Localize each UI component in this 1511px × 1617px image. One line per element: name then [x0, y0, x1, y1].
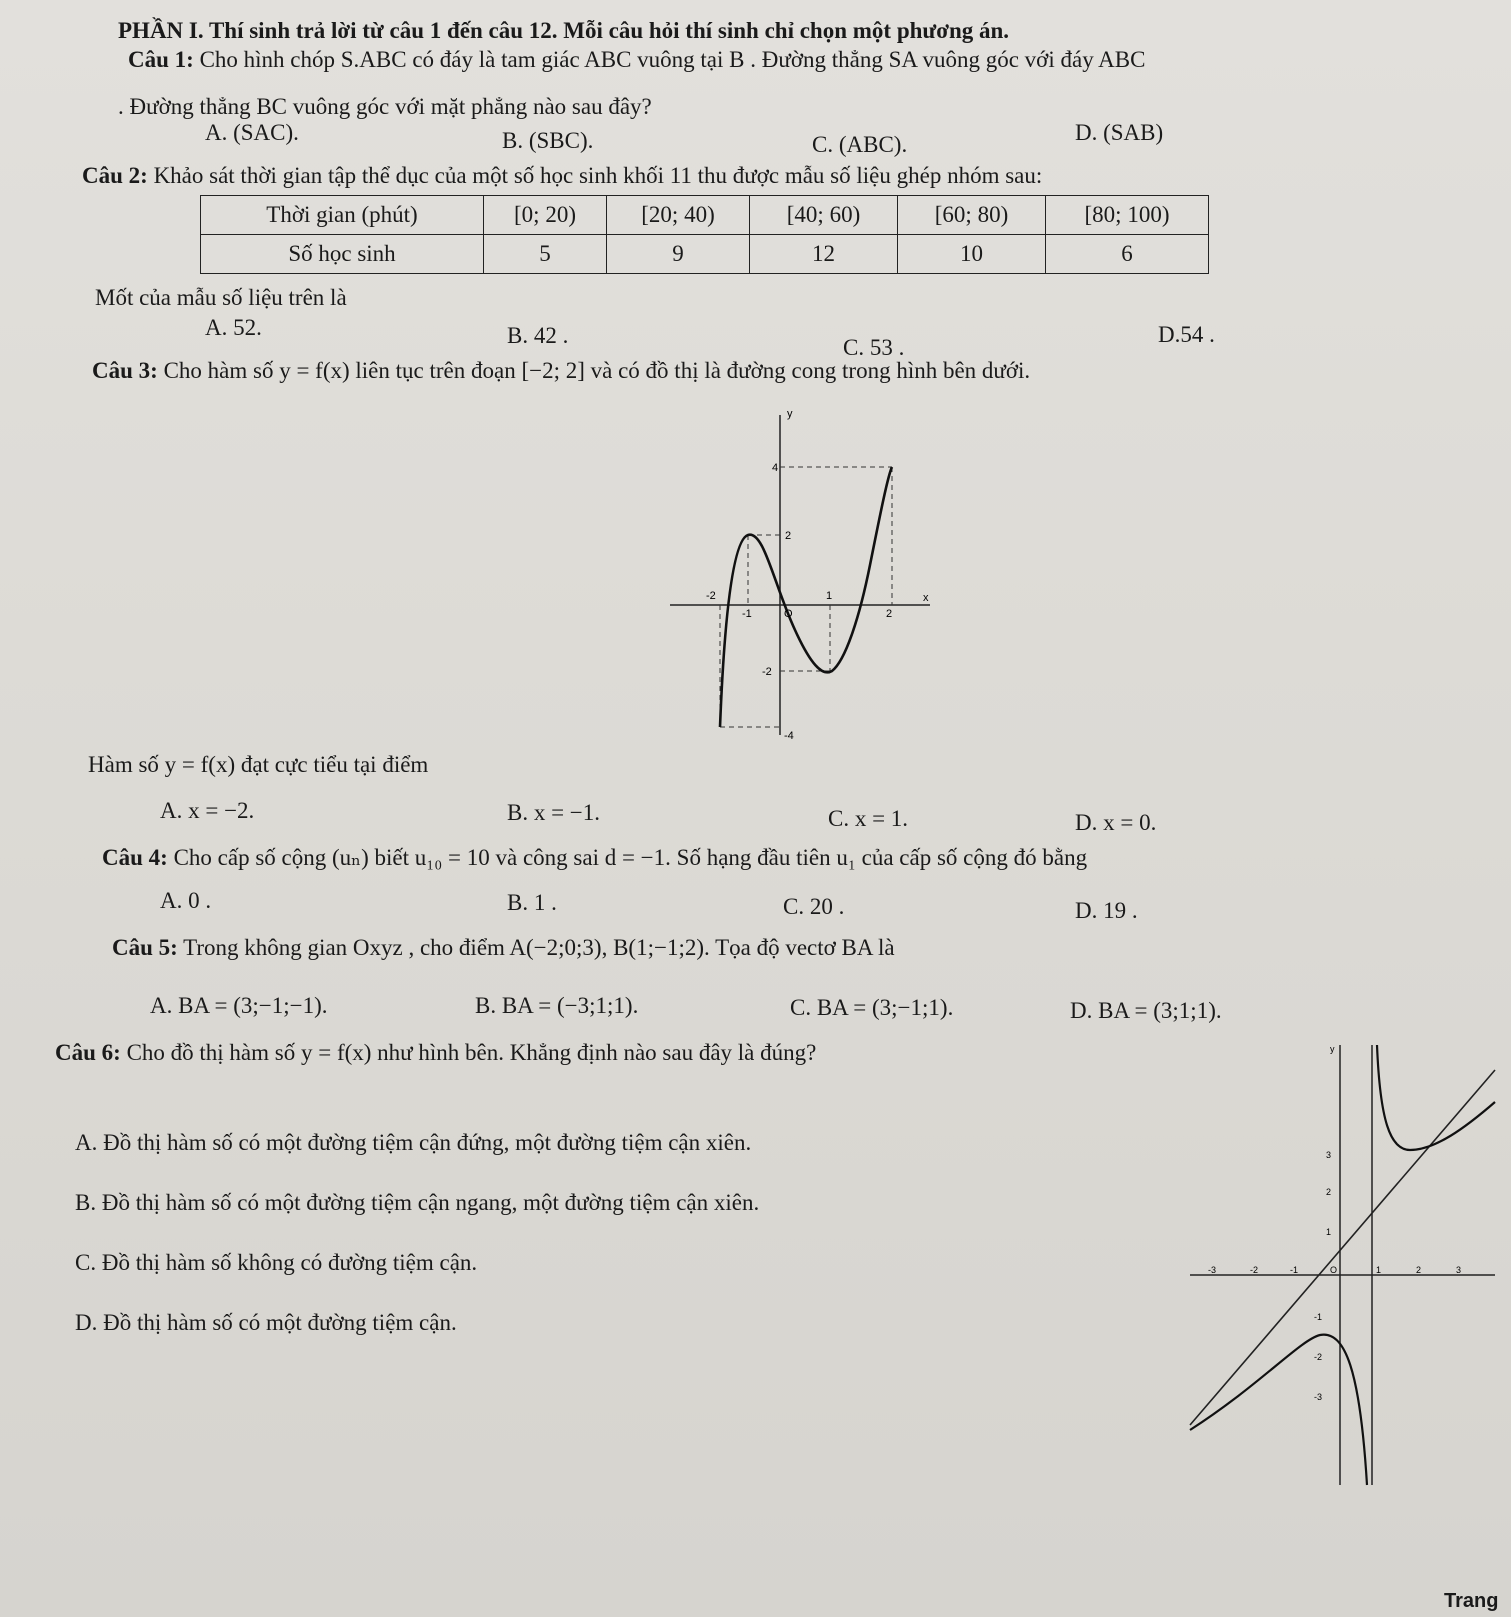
tick-label: -2 [1314, 1352, 1323, 1362]
q6-graph [1180, 1040, 1500, 1490]
q4-option-b: B. 1 . [507, 890, 557, 915]
frequency-table [200, 195, 1209, 274]
page-footer: Trang [1444, 1590, 1499, 1612]
tick-label: 2 [1416, 1265, 1422, 1275]
tick-label: -2 [762, 666, 772, 678]
table-cell: [60; 80) [898, 196, 1046, 235]
y-label: y [787, 408, 793, 420]
q5-option-a: A. BA = (3;−1;−1). [150, 993, 328, 1018]
q5-option-b: B. BA = (−3;1;1). [475, 993, 639, 1018]
table-header-time: Thời gian (phút) [201, 196, 484, 235]
q2-option-d: D.54 . [1158, 322, 1215, 347]
q3-option-b: B. x = −1. [507, 800, 601, 825]
q4-option-d: D. 19 . [1075, 898, 1138, 923]
tick-label: -2 [1250, 1265, 1259, 1275]
q6-option-a: A. Đồ thị hàm số có một đường tiệm cận đứng, một đường tiệm cận xiên. [75, 1130, 752, 1155]
table-cell: [0; 20) [484, 196, 607, 235]
q2-line2: Mốt của mẫu số liệu trên là [95, 285, 347, 310]
q1-option-b: B. (SBC). [502, 128, 594, 153]
tick-label: 3 [1326, 1150, 1332, 1160]
q2-option-b: B. 42 . [507, 323, 569, 348]
q5-label: Câu 5: [112, 935, 178, 960]
q6-line1 [55, 1040, 816, 1066]
q3-option-a: A. x = −2. [160, 798, 255, 823]
q3-option-c: C. x = 1. [828, 806, 909, 831]
q6-text1: Cho đồ thị hàm số y = f(x) như hình bên. Khẳng định nào sau đây là đúng? [126, 1040, 817, 1065]
q2-text1: Khảo sát thời gian tập thể dục của một số học sinh khối 11 thu được mẫu số liệu ghép nhóm sau: [153, 163, 1043, 188]
tick-label: 2 [1326, 1187, 1332, 1197]
q1-text1: Cho hình chóp S.ABC có đáy là tam giác ABC vuông tại B . Đường thẳng SA vuông góc với đáy ABC [199, 47, 1146, 72]
q1-option-a: A. (SAC). [205, 120, 299, 145]
table-row [201, 235, 1209, 274]
q2-label: Câu 2: [82, 163, 148, 188]
y-label: y [1330, 1044, 1335, 1054]
q1-label: Câu 1: [128, 47, 194, 72]
table-header-students: Số học sinh [201, 235, 484, 274]
q5-option-d: D. BA = (3;1;1). [1070, 998, 1222, 1023]
q4-line1 [102, 845, 1087, 871]
table-cell: 10 [898, 235, 1046, 274]
q1-line1 [128, 47, 1145, 73]
q5-text1: Trong không gian Oxyz , cho điểm A(−2;0;3), B(1;−1;2). Tọa độ vectơ BA là [183, 935, 895, 960]
tick-label: -4 [784, 730, 794, 742]
q4-option-a: A. 0 . [160, 888, 212, 913]
q6-option-d: D. Đồ thị hàm số có một đường tiệm cận. [75, 1310, 457, 1335]
q6-label: Câu 6: [55, 1040, 121, 1065]
tick-label: -3 [1314, 1392, 1323, 1402]
tick-label: 1 [1376, 1265, 1382, 1275]
q4-option-c: C. 20 . [783, 894, 845, 919]
tick-label: -2 [706, 590, 716, 602]
oblique-asymptote [1190, 1070, 1495, 1425]
tick-label: 1 [826, 590, 833, 602]
q3-label: Câu 3: [92, 358, 158, 383]
table-cell: [80; 100) [1046, 196, 1209, 235]
tick-label: 3 [1456, 1265, 1462, 1275]
q3-text1: Cho hàm số y = f(x) liên tục trên đoạn [−2; 2] và có đồ thị là đường cong trong hình bên dưới. [163, 358, 1031, 383]
q4-label: Câu 4: [102, 845, 168, 870]
function-curve [720, 467, 892, 727]
q3-option-d: D. x = 0. [1075, 810, 1157, 835]
tick-label: 1 [1326, 1227, 1332, 1237]
tick-label: 2 [886, 608, 893, 620]
q3-line1 [92, 358, 1030, 384]
table-cell: 12 [750, 235, 898, 274]
q1-option-c: C. (ABC). [812, 132, 908, 157]
q2-option-c: C. 53 . [843, 335, 905, 360]
table-row [201, 196, 1209, 235]
tick-label: -1 [742, 608, 752, 620]
section-header: PHẦN I. Thí sinh trả lời từ câu 1 đến câu 12. Mỗi câu hỏi thí sinh chỉ chọn một phương án. [118, 18, 1010, 43]
q6-option-b: B. Đồ thị hàm số có một đường tiệm cận ngang, một đường tiệm cận xiên. [75, 1190, 760, 1215]
q5-line1 [112, 935, 895, 961]
q1-line2: . Đường thẳng BC vuông góc với mặt phẳng nào sau đây? [118, 94, 652, 119]
q2-option-a: A. 52. [205, 315, 262, 340]
q3-line2: Hàm số y = f(x) đạt cực tiểu tại điểm [88, 752, 429, 777]
q5-option-c: C. BA = (3;−1;1). [790, 995, 954, 1020]
q4-text1: Cho cấp số cộng (uₙ) biết u₁₀ = 10 và công sai d = −1. Số hạng đầu tiên u₁ của cấp số cộng đó bằng [173, 845, 1088, 870]
table-cell: 9 [607, 235, 750, 274]
table-cell: [40; 60) [750, 196, 898, 235]
table-cell: [20; 40) [607, 196, 750, 235]
table-cell: 6 [1046, 235, 1209, 274]
x-label: x [923, 592, 929, 604]
q2-line1 [82, 163, 1042, 189]
q1-option-d: D. (SAB) [1075, 120, 1164, 145]
origin-label: O [784, 608, 793, 620]
q3-graph [660, 405, 940, 745]
tick-label: 2 [785, 530, 792, 542]
tick-label: -3 [1208, 1265, 1217, 1275]
curve-right-branch [1377, 1045, 1495, 1150]
table-cell: 5 [484, 235, 607, 274]
tick-label: 4 [772, 462, 779, 474]
tick-label: -1 [1290, 1265, 1299, 1275]
origin-label: O [1330, 1265, 1338, 1275]
q6-option-c: C. Đồ thị hàm số không có đường tiệm cận. [75, 1250, 478, 1275]
tick-label: -1 [1314, 1312, 1323, 1322]
